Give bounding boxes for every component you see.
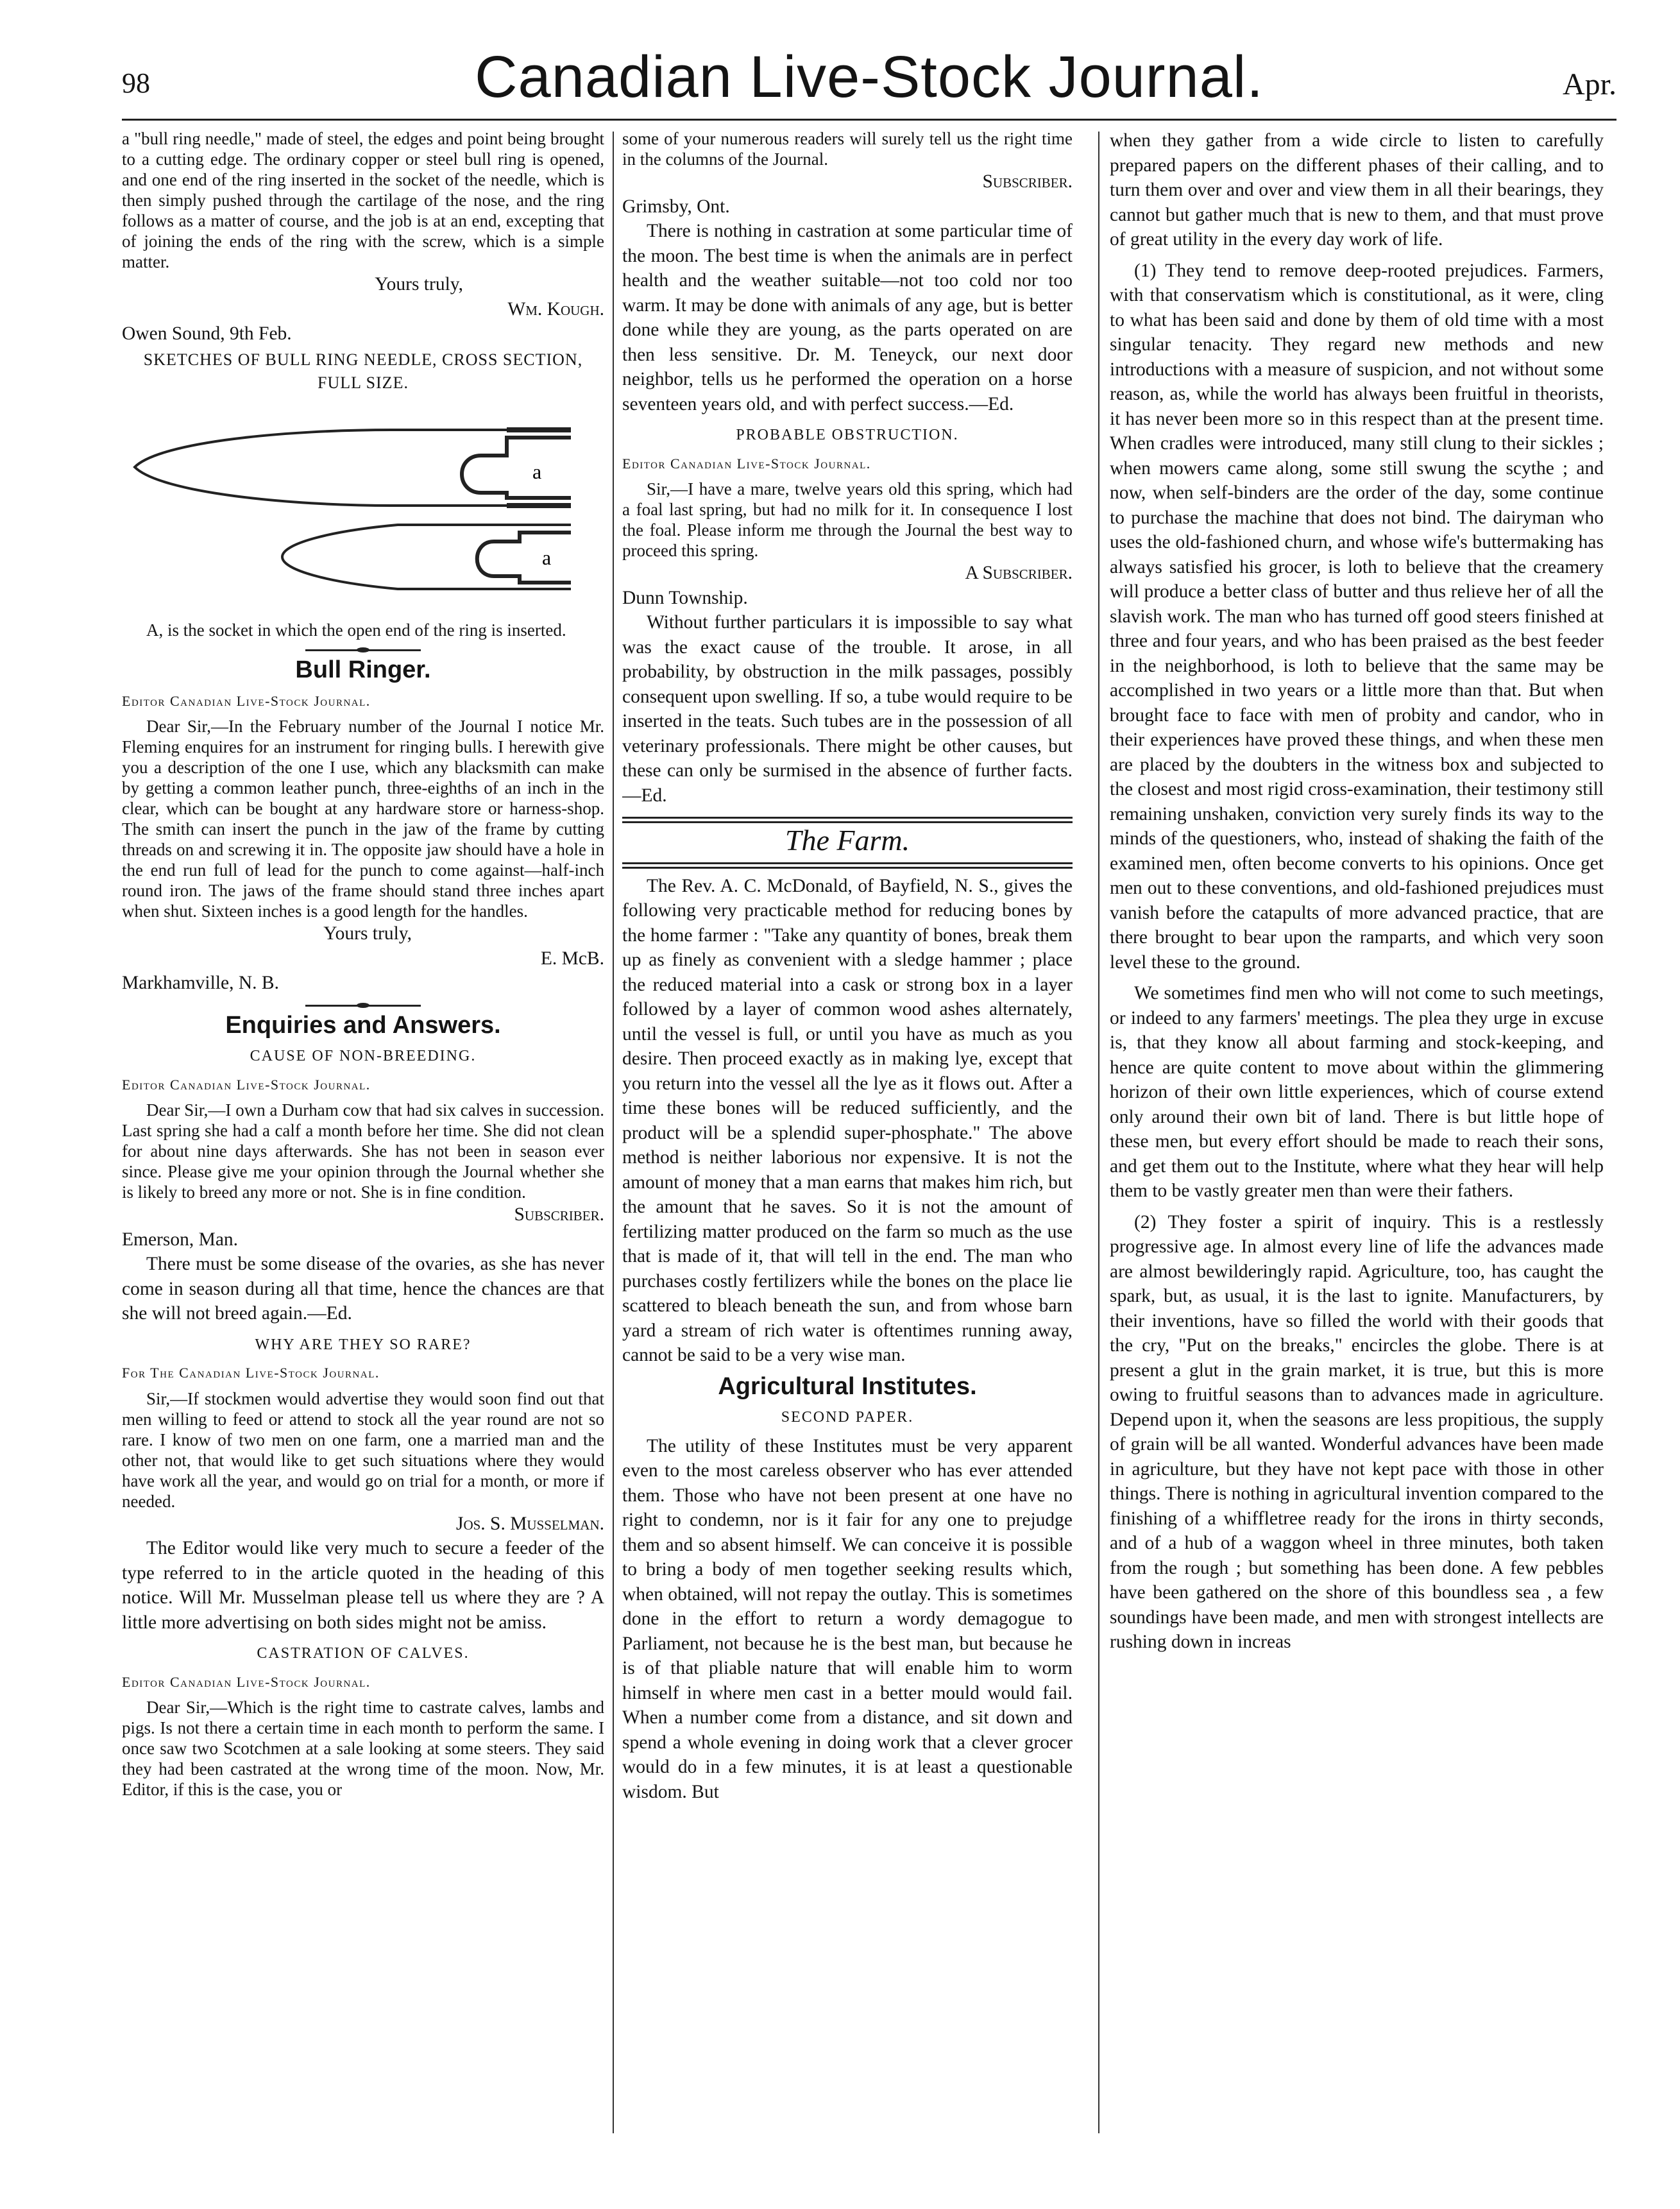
dateline: Owen Sound, 9th Feb. bbox=[122, 323, 292, 344]
closing: Yours truly, bbox=[375, 274, 463, 294]
subheading: PROBABLE OBSTRUCTION. bbox=[736, 427, 959, 443]
letter-paragraph: some of your numerous readers will surely tell us the right time in the columns of the Journal. bbox=[622, 129, 1073, 169]
bull-ring-needle-sketch bbox=[122, 397, 604, 608]
section-rule bbox=[622, 862, 1073, 869]
article-paragraph: The Rev. A. C. McDonald, of Bayfield, N. S., gives the following very practicable method for reducing bones by the home farmer : "Take any quantity of bones, break them up as finely as convenient with a sledge hammer ; place the reduced material into a cask or strong box in a layer followed by a layer of common wood ashes alternately, until the vessel is full, or until you have as much as you desire. Then proceed exactly as in making lye, except that you return into the vessel all the lye as it flows out. After a time these bones will be reduced sufficiently, and the product will be a splendid super-phosphate." The above method is neither laborious nor expensive. It is not the amount of money that a man earns that makes him rich, but the amount that he saves. So it is not the amount of fertilizing matter produced on the farm so much as the use that is made of it, that will tell in the end. The man who purchases costly fertilizers while the bones on the place lie scattered to bleach beneath the sun, and from whose barn yard a stream of rich water is oftentimes running away, cannot be said to be a very wise man. bbox=[622, 875, 1073, 1365]
separator bbox=[305, 649, 421, 651]
subheading: CASTRATION OF CALVES. bbox=[257, 1645, 470, 1662]
dateline: Grimsby, Ont. bbox=[622, 196, 730, 217]
editor-address: Editor Canadian Live-Stock Journal. bbox=[122, 1673, 371, 1690]
label-a: a bbox=[532, 459, 542, 483]
letter-paragraph: Dear Sir,—Which is the right time to castrate calves, lambs and pigs. Is not there a certain time in each month to perform the same. I once saw two Scotchmen at a sale looking at some steers. They said they had been castrated at the wrong time of the moon. Now, Mr. Editor, if this is the case, you or bbox=[122, 1698, 604, 1799]
column-1 bbox=[122, 128, 604, 2181]
dateline: Emerson, Man. bbox=[122, 1229, 239, 1250]
section-title: Agricultural Institutes. bbox=[718, 1372, 977, 1400]
dateline: Markhamville, N. B. bbox=[122, 973, 279, 993]
subheading: WHY ARE THEY SO RARE? bbox=[255, 1336, 471, 1353]
editor-address: Editor Canadian Live-Stock Journal. bbox=[122, 692, 371, 709]
editor-answer: There is nothing in castration at some particular time of the moon. The best time is when the animals are in perfect health and the weather suitable—not too cold nor too warm. It may be done with animals of any age, but is better done while they are young, as the parts operated on are then less sensitive. Dr. M. Teneyck, our next door neighbor, tells us he performed the operation on a horse seventeen years old, and with perfect success.—Ed. bbox=[622, 221, 1073, 414]
dateline: Dunn Township. bbox=[622, 587, 748, 608]
article-paragraph: (1) They tend to remove deep-rooted prejudices. Farmers, with that conservatism which is constitutional, as it were, cling to what has been said and done by them of old time with a most singular tenacity. They regard new methods and new introductions with a measure of suspicion, and not without some reason, as, while the world has always been fruitful in theorists, it has never been more so in this respect than at the present time. When cradles were introduced, many still clung to their sickles ; when mowers came along, some still swung the scythe ; and now, when self-binders are the order of the day, some continue to purchase the machine that does not bind. The dairyman who uses the old-fashioned churn, and whose wife's buttermaking has always satisfied his grocer, is loth to believe that the creamery will produce a better class of butter and thus relieve her of all the slavish work. The man who has turned off good steers finished at three and four years, and who has been praised as the best feeder in the neighborhood, is loth to believe that the same may be accomplished in two years or a little more than that. But when brought face to face with men of probity and candor, who in their experiences have proved these things, and when these men are placed by the doubters in the witness box and subjected to the closest and most rigid cross-examination, their testimony still remaining unshaken, conviction very surely finds its way to the minds of the questioners, who, instead of shaking the faith of the examined men, often become converts to his opinions. Once get men out to these conventions, and old-fashioned prejudices must vanish before the catapults of more advanced practice, that are there brought to bear upon the ramparts, and which very soon level these to the ground. bbox=[1110, 260, 1604, 973]
header-rule bbox=[122, 119, 1616, 121]
column-divider bbox=[1098, 132, 1099, 2133]
editor-address: For The Canadian Live-Stock Journal. bbox=[122, 1365, 380, 1381]
article-paragraph: The utility of these Institutes must be very apparent even to the most careless observer who has ever attended them. Those who have not been present at one have no right to condemn, nor is it fair for any one to prejudge them and so absent himself. We can conceive it is possible to bring a body of men together seeking results which, when obtained, will not repay the outlay. This is sometimes done in the effort to return a wordy demagogue to Parliament, not because he is the best man, but because he is of that pliable nature that will enable him to worm himself in where men cast in a better mould would fail. When a number come from a distance, and sit down and spend a whole evening in doing work that a clever grocer would do in a few minutes, it is at least a questionable wisdom. But bbox=[622, 1435, 1073, 1802]
signature: E. McB. bbox=[540, 948, 604, 969]
editor-address: Editor Canadian Live-Stock Journal. bbox=[122, 1076, 371, 1093]
label-a: a bbox=[542, 545, 552, 569]
needle-figure bbox=[122, 397, 604, 615]
section-rule bbox=[622, 817, 1073, 823]
figure-caption: SKETCHES OF BULL RING NEEDLE, CROSS SECTION, bbox=[143, 350, 583, 369]
article-paragraph: We sometimes find men who will not come to such meetings, or indeed to any farmers' meetings. The plea they urge in excuse is, that they know all about farming and stock-keeping, and hence are quite content to move about within the glimmering horizon of their own little experiences, which of course extend only around their own bit of land. There is but little hope of these men, but every effort should be made to reach their sons, and get them out to the Institute, where what they hear will help them to be vastly greater men than were their fathers. bbox=[1110, 983, 1604, 1201]
figure-note: A, is the socket in which the open end of the ring is inserted. bbox=[146, 620, 566, 640]
subheading: CAUSE OF NON-BREEDING. bbox=[250, 1048, 477, 1064]
journal-title: Canadian Live-Stock Journal. bbox=[475, 44, 1264, 110]
signature: A Subscriber. bbox=[965, 563, 1073, 583]
page-header bbox=[122, 44, 1616, 114]
letter-paragraph: Sir,—I have a mare, twelve years old this spring, which had a foal last spring, but had no milk for it. In consequence I lost the foal. Please inform me through the Journal the best way to proceed this spring. bbox=[622, 479, 1073, 560]
subheading: SECOND PAPER. bbox=[781, 1409, 914, 1426]
letter-paragraph: Dear Sir,—I own a Durham cow that had six calves in succession. Last spring she had a calf a month before her time. She did not clean for about nine days afterwards. She has not been in season ever since. Please give me your opinion through the Journal whether she is likely to breed any more or not. She is in fine condition. bbox=[122, 1100, 604, 1202]
editor-answer: There must be some disease of the ovaries, as she has never come in season during all that time, hence the chances are that she will not breed again.—Ed. bbox=[122, 1254, 604, 1324]
signature: Jos. S. Musselman. bbox=[455, 1513, 604, 1534]
department-title: The Farm. bbox=[785, 824, 910, 857]
column-3 bbox=[1110, 128, 1604, 2181]
article-paragraph: (2) They foster a spirit of inquiry. This is a restlessly progressive age. In almost every line of life the advances made are almost bewilderingly rapid. Agriculture, too, has caught the spark, but, as usual, it is the last to ignite. Manufacturers, by their inventions, have so filled the world with their goods that the cry, "Put on the breaks," encircles the globe. There is at present a glut in the grain market, it is true, but this is more owing to fruitful seasons than to advances made in agriculture. Depend upon it, when the seasons are less propitious, the supply of grain will be all wanted. Wonderful advances have been made in agriculture, but they have not kept pace with those in other things. There is nothing in agricultural invention compared to the finishing of a whiffletree ready for the irons in thirty seconds, and of a hub of a waggon wheel in three minutes, both taken from the rough ; but something has been done. A few pebbles have been gathered on the shore of this boundless sea , a few soundings have been made, and men with strongest intellects are rushing down in increas bbox=[1110, 1211, 1604, 1652]
signature: Subscriber. bbox=[982, 171, 1073, 192]
page-number: 98 bbox=[122, 67, 150, 99]
closing: Yours truly, bbox=[323, 923, 412, 944]
article-paragraph: a "bull ring needle," made of steel, the edges and point being brought to a cutting edge. The ordinary copper or steel bull ring is opened, and one end of the ring inserted in the socket of the needle, which is then simply pushed through the cartilage of the nose, and the ring follows as a matter of course, and the job is at an end, excepting that of joining the ends of the ring with the screw, which is a simple matter. bbox=[122, 129, 604, 271]
article-paragraph: when they gather from a wide circle to listen to carefully prepared papers on the different phases of their calling, and to turn them over and over and view them in all their bearings, they cannot but gather much that is new to them, and that must prove of great utility in the every day work of life. bbox=[1110, 130, 1604, 250]
section-title: Enquiries and Answers. bbox=[225, 1011, 501, 1039]
separator bbox=[305, 1005, 421, 1007]
editor-answer: Without further particulars it is impossible to say what was the exact cause of the trouble. It arose, in all probability, by obstruction in the milk passages, possibly consequent upon swelling. If so, a tube would require to be inserted in the teats. Such tubes are in the possession of all veterinary professionals. There might be other causes, but these can only be surmised in the absence of further facts.—Ed. bbox=[622, 612, 1073, 806]
signature: Subscriber. bbox=[514, 1204, 604, 1225]
column-divider bbox=[613, 132, 614, 2133]
signature: Wm. Kough. bbox=[507, 298, 604, 320]
column-2 bbox=[622, 128, 1073, 2181]
section-title: Bull Ringer. bbox=[295, 656, 431, 683]
letter-paragraph: Dear Sir,—In the February number of the Journal I notice Mr. Fleming enquires for an instrument for ringing bulls. I herewith give you a description of the one I use, which any blacksmith can make by getting a common leather punch, three-eighths of an inch in the clear, which can be bought at any hardware store or harness-shop. The smith can insert the punch in the jaw of the frame by cutting threads on and screwing it in. The opposite jaw should have a hole in the end run full of lead for the punch to come against—half-inch round iron. The jaws of the frame should stand three inches apart when shut. Sixteen inches is a good length for the handles. bbox=[122, 717, 604, 921]
issue-month: Apr. bbox=[1563, 67, 1616, 101]
editor-address: Editor Canadian Live-Stock Journal. bbox=[622, 455, 871, 472]
letter-paragraph: Sir,—If stockmen would advertise they would soon find out that men willing to feed or attend to stock all the year round are not so rare. I know of two men on one farm, one a married man and the other not, that would like to get such situations where they would have work all the year, and would go on trial for a month, or more if needed. bbox=[122, 1388, 604, 1511]
figure-caption: FULL SIZE. bbox=[318, 373, 409, 392]
editor-answer: The Editor would like very much to secure a feeder of the type referred to in the article quoted in the heading of this notice. Will Mr. Musselman please tell us where they are ? A little more advertising on both sides might not be amiss. bbox=[122, 1538, 604, 1633]
